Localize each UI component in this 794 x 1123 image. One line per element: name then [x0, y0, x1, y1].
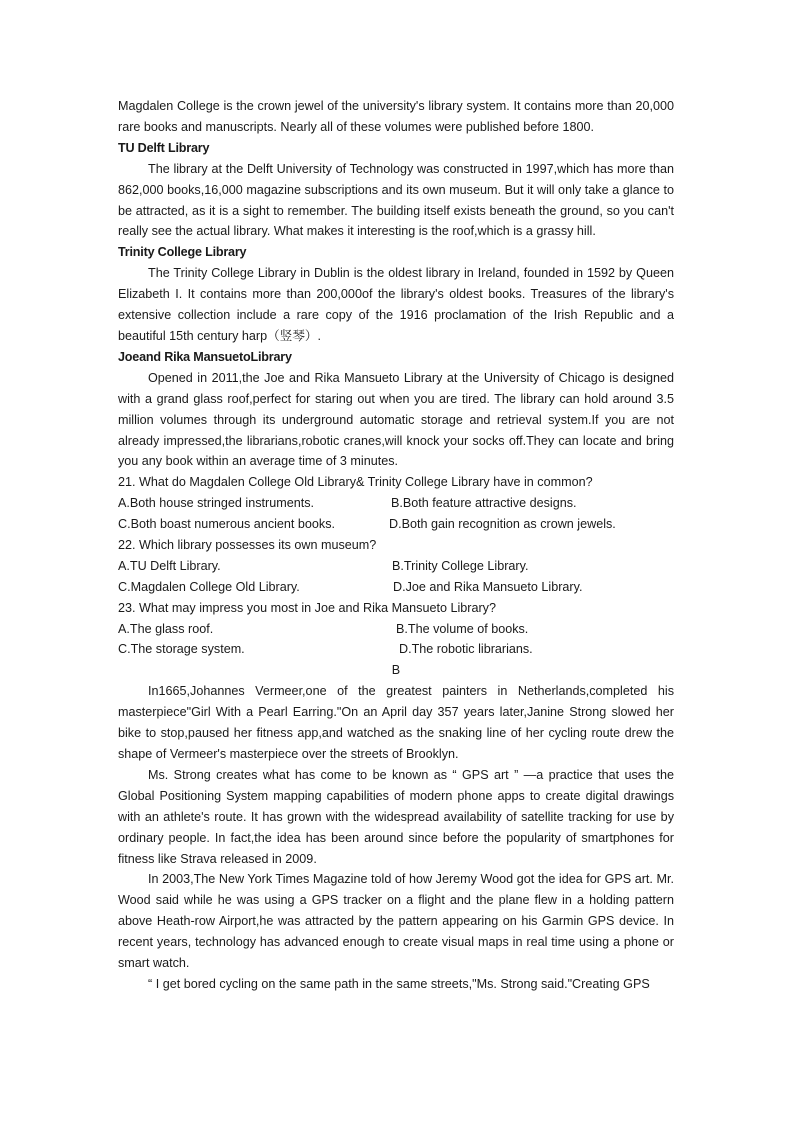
- section-body-trinity: The Trinity College Library in Dublin is the oldest library in Ireland, founded in 1592 by Queen Elizabeth I. It contains more than 200,000of the library's oldest books. Treasures of the library's extensive collection include a rare copy of the 1916 proclamation of the Irish Republic and a beautiful 15th century harp（竖琴）.: [118, 266, 674, 343]
- passage-b-label: B: [391, 663, 401, 678]
- options-row: [118, 556, 674, 577]
- section-body-mansueto: Opened in 2011,the Joe and Rika Mansueto Library at the University of Chicago is designed with a grand glass roof,perfect for staring out when you are tired. The library can hold around 3.5 million volumes through its underground automatic storage and retrieval system.If you are not already impressed,the librarians,robotic cranes,will knock your socks off.They can locate and bring you any book within an average time of 3 minutes.: [118, 370, 674, 469]
- section-heading-trinity: Trinity College Library: [118, 245, 247, 260]
- option-b: B.Both feature attractive designs.: [391, 496, 577, 511]
- question-22: [118, 535, 674, 598]
- section-heading-mansueto: Joeand Rika MansuetoLibrary: [118, 349, 292, 364]
- question-21: [118, 472, 674, 535]
- passage-b-paragraph-2: Ms. Strong creates what has come to be known as “ GPS art ” —a practice that uses the Global Positioning System mapping capabilities of modern phone apps to create digital drawings with an athlete's route. It has grown with the widespread availability of satellite tracking for use by ordinary people. In fact,the idea has been around since before the popularity of smartphones for fitness like Strava released in 2009.: [118, 767, 674, 866]
- passage-b-paragraph-3: In 2003,The New York Times Magazine told of how Jeremy Wood got the idea for GPS art. Mr. Wood said while he was using a GPS tracker on a flight and the plane flew in a holding pattern above Heath-row Airport,he was attracted by the pattern appearing on his Garmin GPS device. In recent years, technology has advanced enough to create visual maps in real time using a phone or smart watch.: [118, 872, 674, 971]
- section-heading-tu-delft: TU Delft Library: [118, 140, 210, 155]
- option-b: B.The volume of books.: [396, 621, 529, 636]
- option-c: C.Both boast numerous ancient books.: [118, 517, 336, 532]
- document-page: [118, 96, 674, 995]
- question-stem: 22. Which library possesses its own museum?: [118, 538, 377, 552]
- question-stem: 23. What may impress you most in Joe and Rika Mansueto Library?: [118, 600, 496, 615]
- option-a: A.The glass roof.: [118, 621, 214, 636]
- passage-b-paragraph-1: In1665,Johannes Vermeer,one of the greatest painters in Netherlands,completed his masterpiece"Girl With a Pearl Earring."On an April day 357 years later,Janine Strong slowed her bike to stop,paused her fitness app,and watched as the snaking line of her cycling route drew the shape of Vermeer's masterpiece over the streets of Brooklyn.: [118, 684, 674, 761]
- option-a: A.Both house stringed instruments.: [118, 496, 315, 511]
- options-row: [118, 619, 674, 640]
- options-row: [118, 577, 674, 598]
- section-body-tu-delft: The library at the Delft University of Technology was constructed in 1997,which has more than 862,000 books,16,000 magazine subscriptions and its own museum. But it will only take a glance to be attracted, as it is a sight to remember. The building itself exists beneath the ground, so you can't really see the actual library. What makes it interesting is the roof,which is a grassy hill.: [118, 161, 674, 239]
- option-a: A.TU Delft Library.: [118, 558, 221, 573]
- option-b: B.Trinity College Library.: [392, 558, 529, 573]
- option-d: D.Joe and Rika Mansueto Library.: [393, 579, 583, 594]
- option-c: C.Magdalen College Old Library.: [118, 579, 300, 594]
- option-c: C.The storage system.: [118, 642, 245, 657]
- options-row: [118, 493, 674, 514]
- option-d: D.The robotic librarians.: [399, 642, 533, 657]
- question-23: [118, 598, 674, 661]
- options-row: [118, 514, 674, 535]
- passage-b-paragraph-4: “ I get bored cycling on the same path in the same streets,"Ms. Strong said."Creating GPS: [148, 976, 650, 991]
- option-d: D.Both gain recognition as crown jewels.: [389, 517, 616, 532]
- magdalen-paragraph: Magdalen College is the crown jewel of the university's library system. It contains more than 20,000 rare books and manuscripts. Nearly all of these volumes were published before 1800.: [118, 99, 674, 134]
- options-row: [118, 639, 674, 660]
- question-stem: 21. What do Magdalen College Old Library& Trinity College Library have in common?: [118, 475, 593, 490]
